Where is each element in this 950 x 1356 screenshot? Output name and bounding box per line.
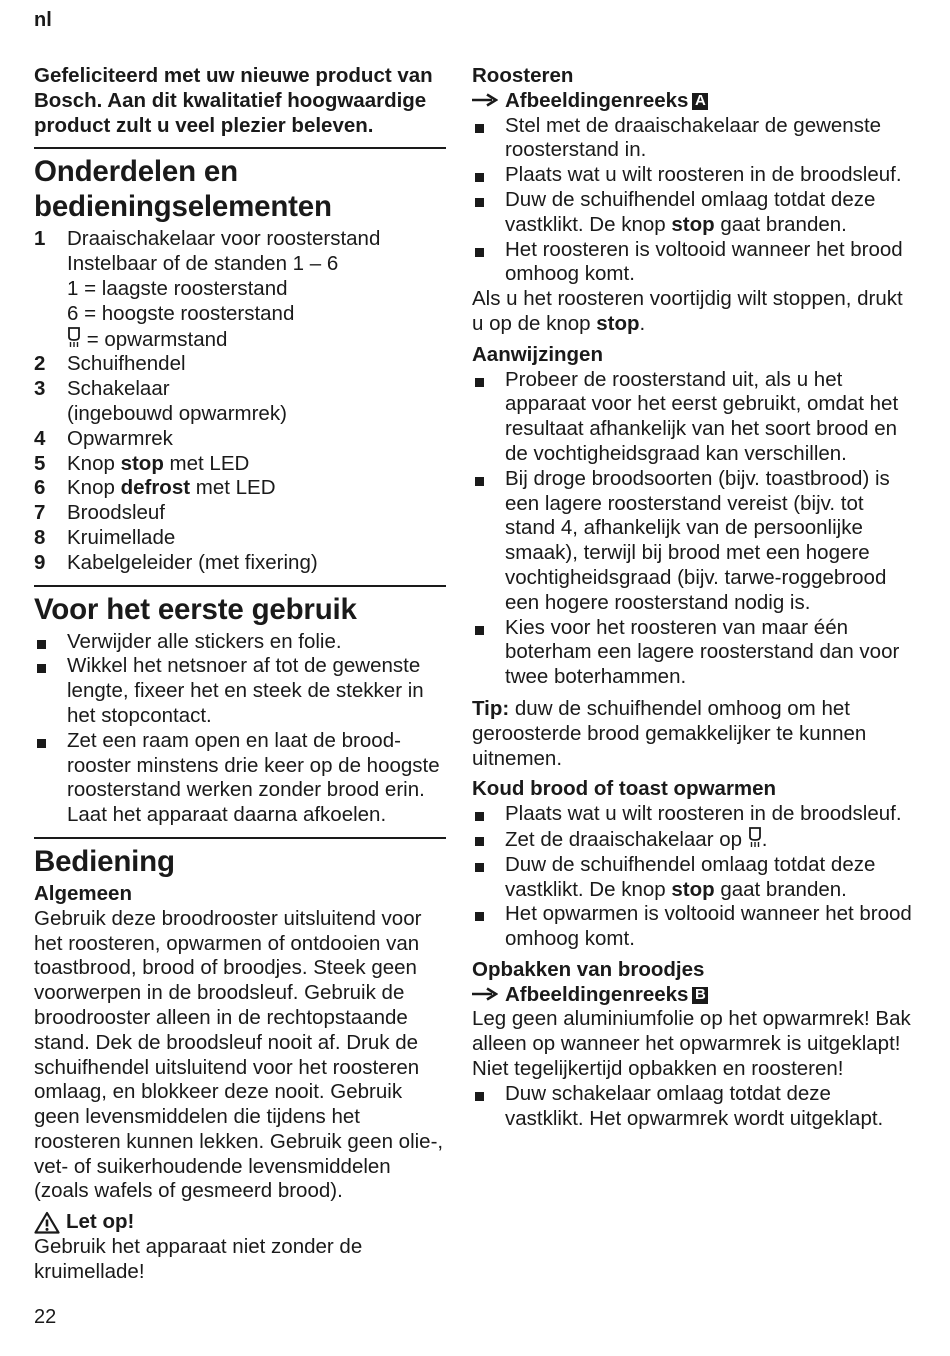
list-item [472,853,912,903]
bullet-text: Stel met de draaischakelaar de gewenste roosterstand in. [505,113,882,162]
item-subline: (ingebouwd opwarmrek) [67,401,287,425]
bullet-square-icon [472,114,505,164]
item-label: Knop stop met LED [67,451,250,475]
list-item [472,902,912,952]
list-item [472,188,912,238]
bullet-text: Duw de schuifhendel omlaag totdat deze vastklikt. De knop stop gaat branden. [505,187,876,236]
item-number: 7 [34,501,46,525]
item-number: 4 [34,426,46,450]
item-label: Opwarmrek [67,426,173,450]
warming-rack-icon [67,327,81,349]
bullet-text: Het roosteren is voltooid wanneer het brood omhoog komt. [505,237,903,286]
item-label: Draaischakelaar voor roosterstand [67,227,381,251]
list-item [34,227,446,252]
parts-heading: Onderdelen en bedieningselementen [34,155,332,224]
divider [34,585,446,587]
bullet-square-icon [34,630,67,655]
bullet-text: Het opwarmen is voltooid wanneer het brood omhoog komt. [505,902,912,951]
bullet-text: Zet een raam open en laat de broodrooster minstens drie keer op de hoogste roosterstand werken zonder brood erin. Laat het apparaat daarna afkoelen. [67,728,440,827]
bullet-text: Plaats wat u wilt roosteren in de broodsleuf. [505,163,902,187]
bullet-text: Zet de draaischakelaar op . [505,827,768,851]
list-item [34,352,446,377]
divider [34,837,446,839]
list-item [472,163,912,188]
figure-reference [472,983,912,1008]
list-item [472,467,912,616]
arrow-right-icon [472,983,505,1008]
general-text: Gebruik deze broodrooster uitsluitend voor het roosteren, opwarmen of ontdooien van toastbrood, brood of broodjes. Steek geen voorwerpen in de broodsleuf. Gebruik de broodrooster alleen in de rechtopstaande stand. Dek de broodsleuf nooit af. Druk de schuifhendel uitsluitend voor het roosteren omlaag, en blokkeer deze nooit. Gebruik geen levensmiddelen die tijdens het roosteren kunnen lekken. Gebruik geen olie-, vet- of suikerhoudende levensmiddelen (zoals wafels of gesmeerd brood). [34,906,444,1203]
figure-letter-badge: A [692,93,708,110]
bullet-square-icon [472,902,505,952]
bullet-square-icon [472,802,505,827]
notes-heading: Aanwijzingen [472,342,603,366]
intro-text: Gefeliciteerd met uw nieuwe product van Bosch. Aan dit kwalitatief hoogwaardige product zult u veel plezier beleven. [34,64,433,137]
list-item [34,501,446,526]
list-item [472,802,912,827]
list-item [34,729,446,828]
warning-title-text: Let op! [66,1210,135,1234]
list-item [472,616,912,690]
bullet-text: Duw schakelaar omlaag totdat deze vastklikt. Het opwarmrek wordt uitgeklapt. [505,1081,884,1130]
bullet-square-icon [472,467,505,616]
item-label: Kabelgeleider (met fixering) [67,550,318,574]
first-use-heading: Voor het eerste gebruik [34,592,357,626]
list-item [34,377,446,402]
item-number: 2 [34,352,46,376]
bullet-square-icon [472,163,505,188]
bullet-square-icon [472,238,505,288]
bullet-square-icon [472,827,505,853]
list-item [472,827,912,853]
item-number: 3 [34,377,46,401]
figure-reference-label: Afbeeldingenreeks [505,88,689,112]
item-number: 8 [34,525,46,549]
stop-instruction: Als u het roosteren voortijdig wilt stoppen, drukt u op de knop stop. [472,287,903,335]
item-label: Knop defrost met LED [67,476,276,500]
language-code: nl [34,9,52,31]
list-item [34,427,446,452]
bullet-square-icon [472,1082,505,1132]
bullet-text: Bij droge broodsoorten (bijv. toastbrood) is een lagere roosterstand vereist (bijv. tot stand 4, afhankelijk van de persoonlijke smaak), terwijl bij brood met een hogere vochtigheidsgraad (bijv. tarwe-roggebrood een hogere roosterstand nodig is. [505,466,890,614]
item-number: 5 [34,451,46,475]
item-number: 1 [34,227,46,251]
toasting-heading: Roosteren [472,64,574,87]
item-subline-warm [34,327,446,353]
bullet-text: Plaats wat u wilt roosteren in de broodsleuf. [505,802,902,826]
item-label: Broodsleuf [67,501,166,525]
warning-triangle-icon [34,1211,60,1234]
item-subline-text: = opwarmstand [86,327,228,351]
rolls-warning-text: Leg geen aluminiumfolie op het opwarmrek! Bak alleen op wanneer het opwarmrek is uitgeklapt! Niet tegelijkertijd opbakken en roosteren! [472,1007,911,1081]
list-item [34,551,446,576]
bullet-square-icon [472,188,505,238]
figure-reference-label: Afbeeldingenreeks [505,982,689,1006]
bullet-text: Wikkel het netsnoer af tot de gewenste lengte, fixeer het en steek de stekker in het stopcontact. [67,654,424,727]
list-item [34,526,446,551]
bullet-text: Kies voor het roosteren van maar één boterham een lagere roosterstand dan voor twee boterhammen. [505,615,900,689]
list-item [34,476,446,501]
item-number: 6 [34,476,46,500]
list-item [472,238,912,288]
warming-rack-icon [748,827,762,849]
right-column [472,64,912,1131]
rolls-heading: Opbakken van broodjes [472,957,705,981]
item-label: Schakelaar [67,377,170,401]
bullet-text: Probeer de roosterstand uit, als u het apparaat voor het eerst gebruikt, omdat het resultaat afhankelijk van het soort brood en de vochtigheidsgraad kan verschillen. [505,367,899,465]
page-number: 22 [34,1306,57,1328]
bullet-text: Verwijder alle stickers en folie. [67,629,342,653]
tip-text: Tip: duw de schuifhendel omhoog om het geroosterde brood gemakkelijker te kunnen uitnemen. [472,696,867,770]
list-item [472,368,912,467]
item-subline: 1 = laagste roosterstand [67,276,288,300]
list-item [34,630,446,655]
arrow-right-icon [472,89,505,114]
figure-reference [472,89,912,114]
warning-text: Gebruik het apparaat niet zonder de kruimellade! [34,1235,363,1283]
left-column [34,64,446,1285]
item-number: 9 [34,550,46,574]
bullet-square-icon [472,368,505,467]
item-subline: Instelbaar of de standen 1 – 6 [67,252,339,276]
parts-list [34,227,446,575]
general-subheading: Algemeen [34,881,132,905]
item-subline: 6 = hoogste roosterstand [67,301,295,325]
bullet-square-icon [34,729,67,828]
divider [34,147,446,149]
item-label: Schuifhendel [67,352,186,376]
list-item [472,1082,912,1132]
operation-heading: Bediening [34,844,175,878]
figure-letter-badge: B [692,987,708,1004]
list-item [472,114,912,164]
bullet-square-icon [472,853,505,903]
bullet-square-icon [472,616,505,690]
bullet-square-icon [34,654,67,728]
warming-heading: Koud brood of toast opwarmen [472,777,777,801]
warning-title [34,1210,446,1235]
list-item [34,452,446,477]
item-label: Kruimellade [67,525,176,549]
bullet-text: Duw de schuifhendel omlaag totdat deze vastklikt. De knop stop gaat branden. [505,852,876,901]
list-item [34,654,446,728]
